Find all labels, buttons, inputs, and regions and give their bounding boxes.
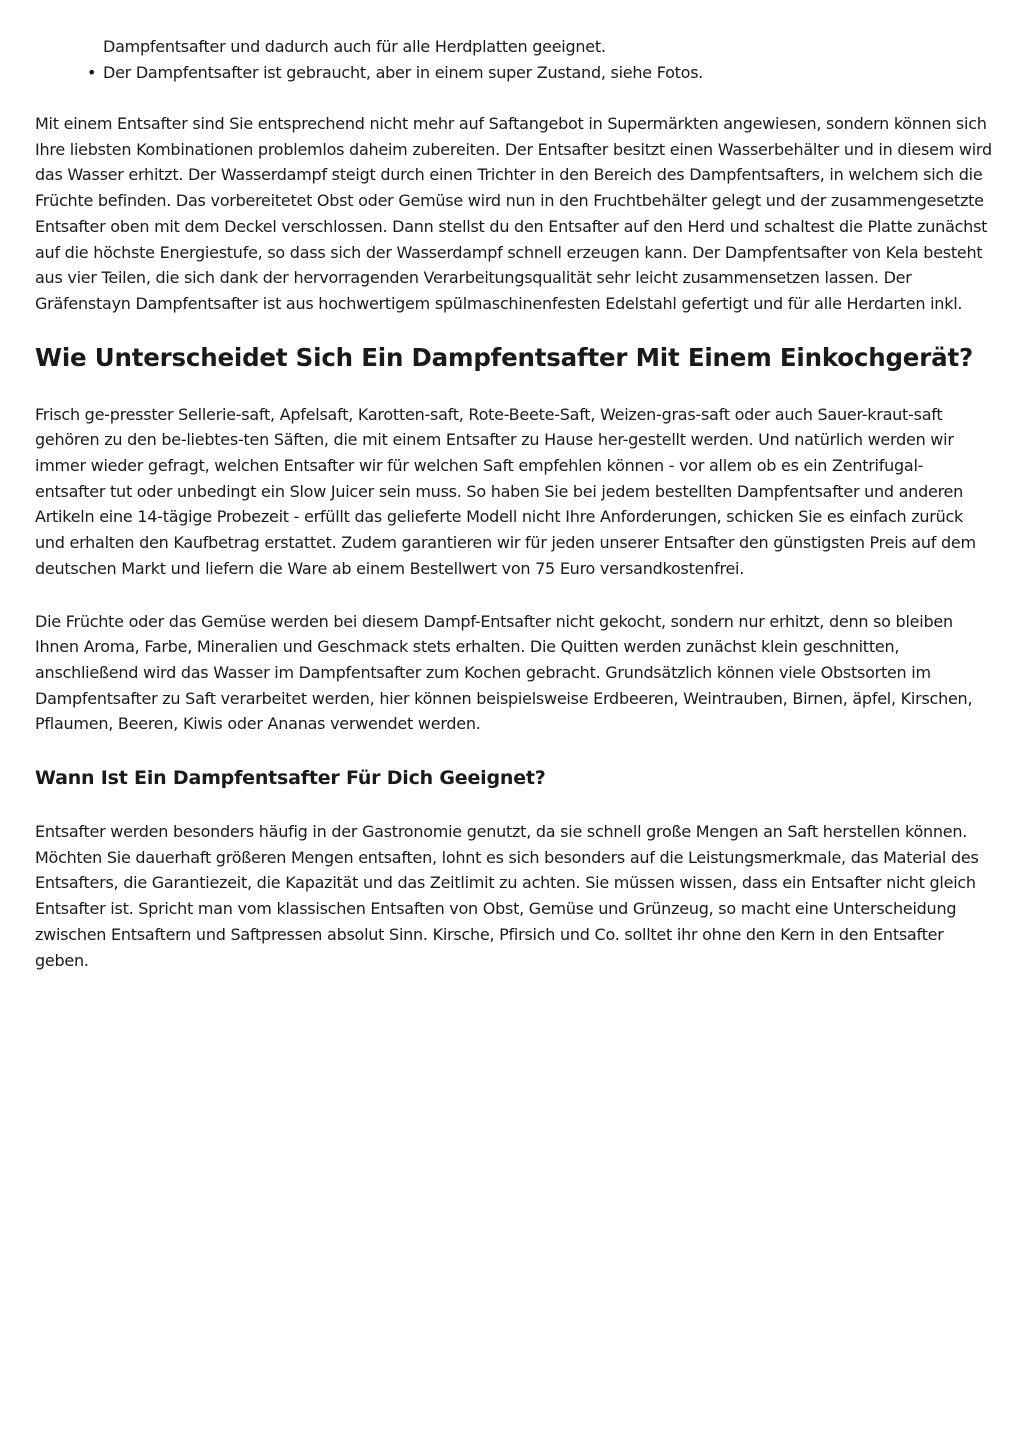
paragraph-juices: Frisch ge-presster Sellerie-saft, Apfelsaft, Karotten-saft, Rote-Beete-Saft, Weizen-gras-saft oder auch Sauer-kraut-saft gehören zu den be-liebtes-ten Säften, die mit einem Entsafter zu Hause her-gestellt werden. Und natürlich werden wir immer wieder gefragt, welchen Entsafter wir für welchen Saft empfehlen können - vor allem ob es ein Zentrifugal-entsafter tut oder unbedingt ein Slow Juicer sein muss. So haben Sie bei jedem bestellten Dampfentsafter und anderen Artikeln eine 14-tägige Probezeit - erfüllt das gelieferte Modell nicht Ihre Anforderungen, schicken Sie es einfach zurück und erhalten den Kaufbetrag erstattet. Zudem garantieren wir für jeden unserer Entsafter den günstigsten Preis auf dem deutschen Markt und liefern die Ware ab einem Bestellwert von 75 Euro versandkostenfrei. xyxy=(35,404,976,578)
section-heading-difference: Wie Unterscheidet Sich Ein Dampfentsafter Mit Einem Einkochgerät? xyxy=(35,342,973,372)
paragraph-gastronomy: Entsafter werden besonders häufig in der Gastronomie genutzt, da sie schnell große Mengen an Saft herstellen können. Möchten Sie dauerhaft größeren Mengen entsaften, lohnt es sich besonders auf die Leistungsmerkmale, das Material des Entsafters, die Garantiezeit, die Kapazität und das Zeitlimit zu achten. Sie müssen wissen, dass ein Entsafter nicht gleich Entsafter ist. Spricht man vom klassischen Entsaften von Obst, Gemüse und Grünzeug, so macht eine Unterscheidung zwischen Entsaftern und Saftpressen absolut Sinn. Kirsche, Pfirsich und Co. solltet ihr ohne den Kern in den Entsafter geben. xyxy=(35,822,979,970)
list-item-text: Der Dampfentsafter ist gebraucht, aber in einem super Zustand, siehe Fotos. xyxy=(103,63,704,82)
bullet-list xyxy=(35,60,993,86)
paragraph-intro: Mit einem Entsafter sind Sie entsprechend nicht mehr auf Saftangebot in Supermärkten angewiesen, sondern können sich Ihre liebsten Kombinationen problemlos daheim zubereiten. Der Entsafter besitzt einen Wasserbehälter und in diesem wird das Wasser erhitzt. Der Wasserdampf steigt durch einen Trichter in den Bereich des Dampfentsafters, in welchem sich die Früchte befinden. Das vorbereitetet Obst oder Gemüse wird nun in den Fruchtbehälter gelegt und der zusammengesetzte Entsafter oben mit dem Deckel verschlossen. Dann stellst du den Entsafter auf den Herd und schaltest die Platte zunächst auf die höchste Energiestufe, so dass sich der Wasserdampf schnell erzeugen kann. Der Dampfentsafter von Kela besteht aus vier Teilen, die sich dank der hervorragenden Verarbeitungsqualität sehr leicht zusammensetzen lassen. Der Gräfenstayn Dampfentsafter ist aus hochwertigem spülmaschinenfesten Edelstahl gefertigt und für alle Herdarten inkl. xyxy=(35,114,992,313)
paragraph-steam-juicing: Die Früchte oder das Gemüse werden bei diesem Dampf-Entsafter nicht gekocht, sondern nur erhitzt, denn so bleiben Ihnen Aroma, Farbe, Mineralien und Geschmack stets erhalten. Die Quitten werden zunächst klein geschnitten, anschließend wird das Wasser im Dampfentsafter zum Kochen gebracht. Grundsätzlich können viele Obstsorten im Dampfentsafter zu Saft verarbeitet werden, hier können beispielsweise Erdbeeren, Weintrauben, Birnen, äpfel, Kirschen, Pflaumen, Beeren, Kiwis oder Ananas verwendet werden. xyxy=(35,611,973,734)
list-item-continuation: Dampfentsafter und dadurch auch für alle Herdplatten geeignet. xyxy=(103,37,606,56)
section-heading-suitability: Wann Ist Ein Dampfentsafter Für Dich Geeignet? xyxy=(35,767,546,790)
document-page xyxy=(35,34,993,973)
bullet-icon: • xyxy=(87,63,97,82)
list-item xyxy=(35,60,993,86)
